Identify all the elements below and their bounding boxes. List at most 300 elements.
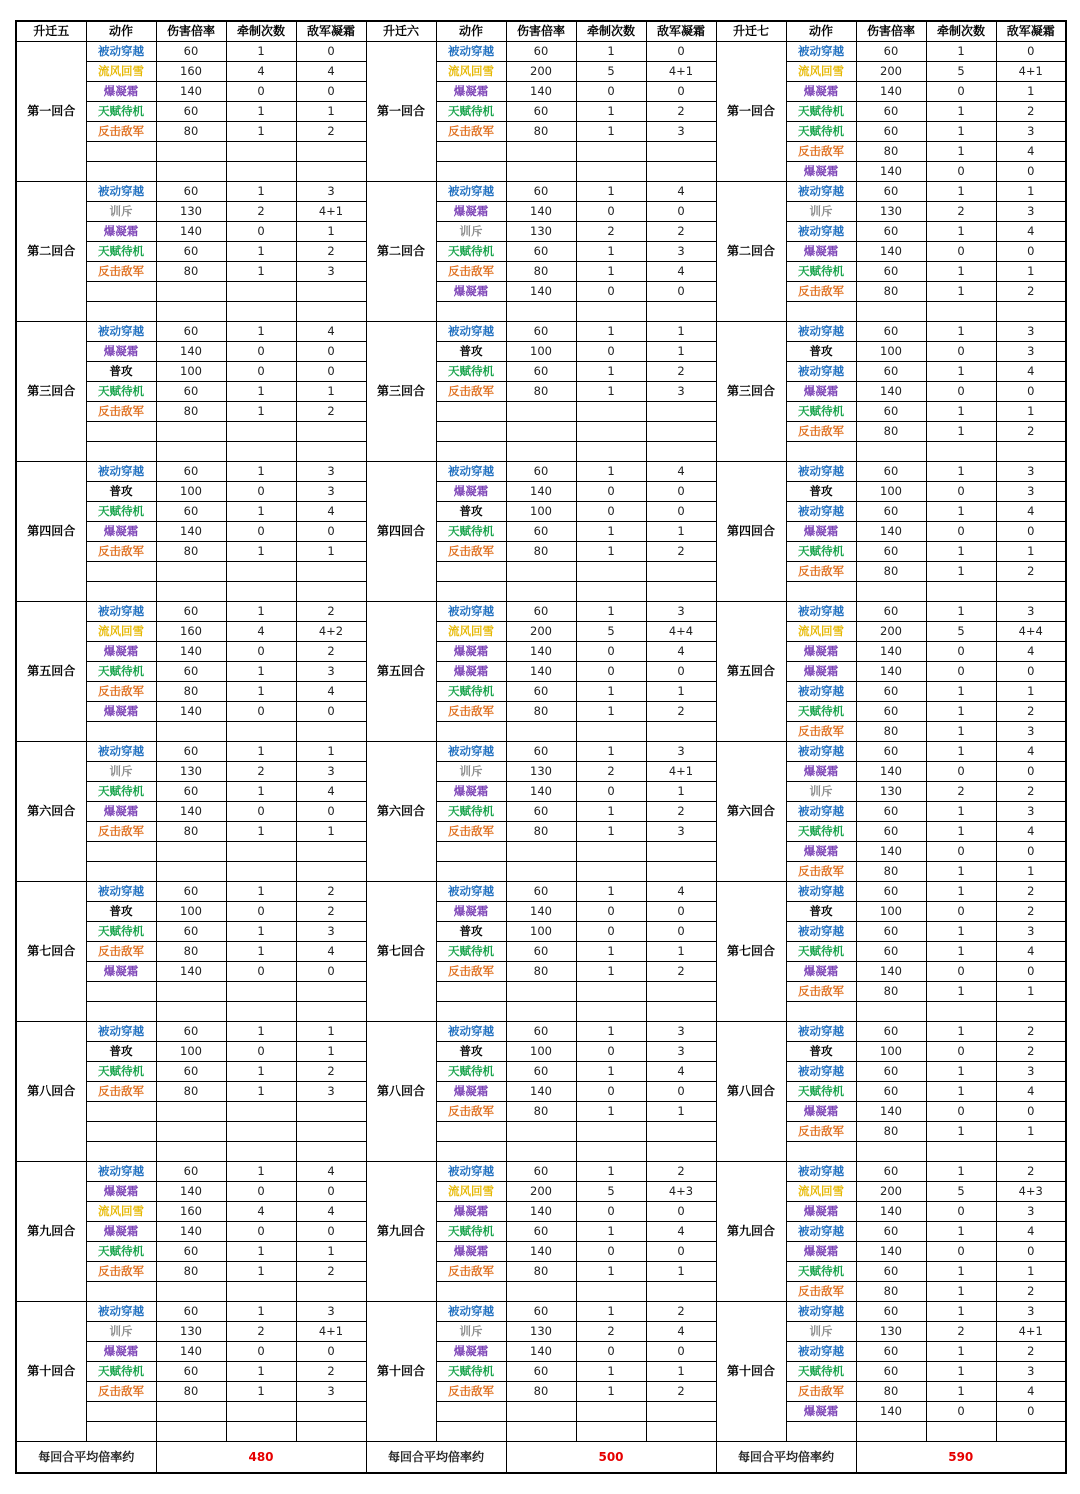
enemy-frost-cell: 0 <box>296 342 366 362</box>
damage-rate-cell: 140 <box>156 962 226 982</box>
enemy-frost-cell: 4 <box>646 1322 716 1342</box>
damage-rate-cell: 60 <box>506 102 576 122</box>
damage-rate-cell: 60 <box>856 402 926 422</box>
damage-rate-cell: 80 <box>156 942 226 962</box>
control-count-cell <box>226 1402 296 1422</box>
control-count-cell <box>226 282 296 302</box>
action-cell <box>86 982 156 1002</box>
enemy-frost-cell <box>296 1122 366 1142</box>
control-count-cell: 1 <box>926 402 996 422</box>
header-action: 动作 <box>86 21 156 42</box>
table-row <box>16 82 1066 102</box>
damage-rate-cell <box>506 562 576 582</box>
damage-rate-cell: 130 <box>856 1322 926 1342</box>
table-row <box>16 962 1066 982</box>
round-label: 第四回合 <box>366 462 436 602</box>
table-row <box>16 322 1066 342</box>
enemy-frost-cell: 4 <box>296 942 366 962</box>
control-count-cell: 1 <box>926 702 996 722</box>
enemy-frost-cell: 4+1 <box>646 762 716 782</box>
table-row <box>16 1242 1066 1262</box>
header-damage-rate: 伤害倍率 <box>506 21 576 42</box>
action-cell <box>86 142 156 162</box>
enemy-frost-cell: 1 <box>996 82 1066 102</box>
damage-rate-cell <box>856 1422 926 1442</box>
control-count-cell: 1 <box>576 1062 646 1082</box>
control-count-cell: 1 <box>926 882 996 902</box>
table-row <box>16 642 1066 662</box>
enemy-frost-cell: 2 <box>296 642 366 662</box>
enemy-frost-cell: 1 <box>996 542 1066 562</box>
enemy-frost-cell: 2 <box>996 882 1066 902</box>
damage-rate-cell: 200 <box>506 62 576 82</box>
damage-rate-cell: 140 <box>156 1342 226 1362</box>
enemy-frost-cell: 1 <box>296 222 366 242</box>
damage-rate-cell: 60 <box>856 182 926 202</box>
control-count-cell: 1 <box>226 262 296 282</box>
damage-rate-cell <box>156 282 226 302</box>
damage-rate-cell: 60 <box>856 542 926 562</box>
control-count-cell <box>576 582 646 602</box>
damage-rate-cell: 80 <box>156 542 226 562</box>
enemy-frost-cell: 0 <box>996 962 1066 982</box>
enemy-frost-cell: 1 <box>296 1042 366 1062</box>
damage-rate-cell <box>156 142 226 162</box>
enemy-frost-cell: 0 <box>996 762 1066 782</box>
action-cell: 反击敌军 <box>786 1122 856 1142</box>
action-cell: 反击敌军 <box>86 402 156 422</box>
damage-rate-cell <box>506 862 576 882</box>
action-cell: 反击敌军 <box>786 422 856 442</box>
enemy-frost-cell: 2 <box>646 962 716 982</box>
enemy-frost-cell: 1 <box>996 682 1066 702</box>
action-cell: 天赋待机 <box>436 1062 506 1082</box>
action-cell: 爆凝霜 <box>436 1242 506 1262</box>
control-count-cell: 1 <box>226 942 296 962</box>
action-cell: 被动穿越 <box>86 602 156 622</box>
action-cell: 流风回雪 <box>436 62 506 82</box>
action-cell: 流风回雪 <box>436 1182 506 1202</box>
damage-rate-cell <box>506 842 576 862</box>
action-cell: 爆凝霜 <box>436 82 506 102</box>
enemy-frost-cell <box>646 862 716 882</box>
action-cell: 天赋待机 <box>86 382 156 402</box>
control-count-cell: 1 <box>926 1062 996 1082</box>
header-row <box>16 21 1066 42</box>
damage-rate-cell: 60 <box>856 742 926 762</box>
damage-rate-cell: 80 <box>856 1382 926 1402</box>
control-count-cell: 0 <box>226 342 296 362</box>
control-count-cell <box>926 1422 996 1442</box>
action-cell: 被动穿越 <box>786 462 856 482</box>
average-label: 每回合平均倍率约 <box>16 1442 156 1474</box>
damage-rate-cell: 80 <box>506 122 576 142</box>
action-cell: 普攻 <box>86 1042 156 1062</box>
damage-rate-cell: 130 <box>156 202 226 222</box>
damage-rate-cell: 80 <box>156 822 226 842</box>
round-label: 第五回合 <box>366 602 436 742</box>
action-cell: 被动穿越 <box>436 462 506 482</box>
enemy-frost-cell: 1 <box>996 1262 1066 1282</box>
enemy-frost-cell: 3 <box>296 182 366 202</box>
damage-rate-cell: 140 <box>856 662 926 682</box>
damage-rate-cell <box>506 442 576 462</box>
control-count-cell: 1 <box>226 322 296 342</box>
control-count-cell: 1 <box>576 702 646 722</box>
damage-rate-cell: 60 <box>506 322 576 342</box>
control-count-cell <box>576 862 646 882</box>
damage-rate-cell: 140 <box>506 1202 576 1222</box>
action-cell: 爆凝霜 <box>86 962 156 982</box>
damage-rate-cell: 100 <box>856 1042 926 1062</box>
round-label: 第七回合 <box>16 882 86 1022</box>
action-cell: 被动穿越 <box>86 1302 156 1322</box>
control-count-cell: 0 <box>576 1242 646 1262</box>
action-cell: 被动穿越 <box>786 362 856 382</box>
damage-rate-cell: 80 <box>506 1382 576 1402</box>
enemy-frost-cell: 0 <box>996 842 1066 862</box>
damage-rate-cell: 140 <box>856 1402 926 1422</box>
control-count-cell: 0 <box>576 502 646 522</box>
damage-rate-cell: 140 <box>506 202 576 222</box>
damage-rate-cell: 100 <box>856 482 926 502</box>
enemy-frost-cell <box>296 582 366 602</box>
action-cell: 爆凝霜 <box>786 1242 856 1262</box>
control-count-cell <box>226 982 296 1002</box>
enemy-frost-cell: 3 <box>996 1202 1066 1222</box>
enemy-frost-cell: 2 <box>296 1262 366 1282</box>
enemy-frost-cell: 1 <box>996 1122 1066 1142</box>
round-label: 第六回合 <box>366 742 436 882</box>
average-label: 每回合平均倍率约 <box>366 1442 506 1474</box>
round-label: 第六回合 <box>16 742 86 882</box>
enemy-frost-cell: 3 <box>646 742 716 762</box>
control-count-cell: 0 <box>926 242 996 262</box>
damage-rate-cell <box>506 302 576 322</box>
damage-rate-cell <box>156 722 226 742</box>
damage-rate-cell <box>856 442 926 462</box>
action-cell: 爆凝霜 <box>86 1182 156 1202</box>
enemy-frost-cell: 2 <box>996 1162 1066 1182</box>
control-count-cell: 1 <box>226 382 296 402</box>
action-cell: 反击敌军 <box>786 862 856 882</box>
control-count-cell: 0 <box>226 1342 296 1362</box>
action-cell <box>86 562 156 582</box>
action-cell: 爆凝霜 <box>786 762 856 782</box>
control-count-cell: 1 <box>576 522 646 542</box>
action-cell: 普攻 <box>786 342 856 362</box>
action-cell: 天赋待机 <box>786 1362 856 1382</box>
action-cell: 被动穿越 <box>786 602 856 622</box>
control-count-cell <box>226 862 296 882</box>
action-cell: 爆凝霜 <box>436 1202 506 1222</box>
control-count-cell: 0 <box>926 962 996 982</box>
damage-rate-cell <box>506 982 576 1002</box>
action-cell: 爆凝霜 <box>86 222 156 242</box>
action-cell: 爆凝霜 <box>786 1102 856 1122</box>
action-cell: 反击敌军 <box>436 262 506 282</box>
damage-rate-cell: 60 <box>156 42 226 62</box>
control-count-cell: 1 <box>226 1242 296 1262</box>
enemy-frost-cell: 1 <box>296 742 366 762</box>
action-cell <box>86 1122 156 1142</box>
action-cell: 训斥 <box>86 762 156 782</box>
control-count-cell: 0 <box>226 522 296 542</box>
action-cell <box>436 1122 506 1142</box>
action-cell: 普攻 <box>436 922 506 942</box>
round-label: 第一回合 <box>366 42 436 182</box>
enemy-frost-cell <box>296 422 366 442</box>
damage-rate-cell: 60 <box>506 882 576 902</box>
action-cell: 爆凝霜 <box>786 642 856 662</box>
enemy-frost-cell: 3 <box>646 382 716 402</box>
action-cell <box>786 302 856 322</box>
control-count-cell: 1 <box>576 1362 646 1382</box>
damage-rate-cell: 200 <box>856 62 926 82</box>
damage-rate-cell: 60 <box>156 742 226 762</box>
action-cell: 爆凝霜 <box>786 522 856 542</box>
damage-rate-cell <box>856 1142 926 1162</box>
enemy-frost-cell: 0 <box>296 42 366 62</box>
action-cell: 天赋待机 <box>786 942 856 962</box>
enemy-frost-cell: 4+4 <box>996 622 1066 642</box>
damage-rate-cell: 60 <box>856 1262 926 1282</box>
action-cell: 天赋待机 <box>786 1082 856 1102</box>
action-cell: 被动穿越 <box>786 222 856 242</box>
enemy-frost-cell <box>646 582 716 602</box>
enemy-frost-cell: 0 <box>646 82 716 102</box>
control-count-cell: 1 <box>926 222 996 242</box>
control-count-cell: 1 <box>226 922 296 942</box>
damage-rate-cell: 80 <box>856 142 926 162</box>
enemy-frost-cell: 3 <box>996 802 1066 822</box>
damage-rate-cell: 60 <box>856 462 926 482</box>
damage-rate-cell: 60 <box>156 922 226 942</box>
enemy-frost-cell <box>296 862 366 882</box>
damage-rate-cell: 140 <box>856 522 926 542</box>
control-count-cell: 0 <box>226 902 296 922</box>
action-cell: 爆凝霜 <box>86 1342 156 1362</box>
action-cell: 天赋待机 <box>786 1262 856 1282</box>
control-count-cell: 1 <box>926 982 996 1002</box>
action-cell: 反击敌军 <box>786 562 856 582</box>
damage-rate-cell: 140 <box>506 1242 576 1262</box>
table-row <box>16 882 1066 902</box>
table-row <box>16 1402 1066 1422</box>
damage-rate-cell: 60 <box>156 662 226 682</box>
damage-rate-cell: 140 <box>506 82 576 102</box>
damage-rate-cell: 60 <box>156 1302 226 1322</box>
enemy-frost-cell: 4 <box>996 1382 1066 1402</box>
enemy-frost-cell: 0 <box>296 1342 366 1362</box>
damage-rate-cell <box>506 1002 576 1022</box>
enemy-frost-cell: 3 <box>296 1302 366 1322</box>
damage-rate-cell: 60 <box>156 782 226 802</box>
action-cell: 训斥 <box>86 202 156 222</box>
table-row <box>16 682 1066 702</box>
enemy-frost-cell <box>646 842 716 862</box>
action-cell: 爆凝霜 <box>86 642 156 662</box>
action-cell: 反击敌军 <box>86 262 156 282</box>
action-cell: 爆凝霜 <box>786 162 856 182</box>
damage-rate-cell <box>506 162 576 182</box>
control-count-cell: 0 <box>926 1202 996 1222</box>
control-count-cell: 0 <box>926 1242 996 1262</box>
table-row <box>16 662 1066 682</box>
damage-rate-cell <box>506 1282 576 1302</box>
control-count-cell <box>576 422 646 442</box>
control-count-cell: 1 <box>926 942 996 962</box>
round-label: 第九回合 <box>716 1162 786 1302</box>
table-row <box>16 1062 1066 1082</box>
action-cell: 反击敌军 <box>86 542 156 562</box>
enemy-frost-cell: 4+2 <box>296 622 366 642</box>
enemy-frost-cell: 2 <box>296 402 366 422</box>
damage-rate-cell <box>856 302 926 322</box>
enemy-frost-cell: 4+1 <box>296 1322 366 1342</box>
damage-rate-cell: 140 <box>506 1082 576 1102</box>
control-count-cell: 1 <box>926 1342 996 1362</box>
damage-rate-cell: 100 <box>156 1042 226 1062</box>
control-count-cell: 1 <box>226 1082 296 1102</box>
control-count-cell <box>226 1122 296 1142</box>
enemy-frost-cell: 0 <box>646 1342 716 1362</box>
control-count-cell <box>576 1402 646 1422</box>
action-cell: 流风回雪 <box>86 622 156 642</box>
table-row <box>16 602 1066 622</box>
control-count-cell: 0 <box>926 162 996 182</box>
control-count-cell: 0 <box>226 82 296 102</box>
action-cell <box>436 582 506 602</box>
table-row <box>16 562 1066 582</box>
control-count-cell: 1 <box>576 962 646 982</box>
table-row <box>16 242 1066 262</box>
control-count-cell: 1 <box>576 322 646 342</box>
damage-rate-cell: 140 <box>856 1242 926 1262</box>
table-row <box>16 1322 1066 1342</box>
damage-rate-cell <box>856 582 926 602</box>
enemy-frost-cell: 2 <box>646 1162 716 1182</box>
enemy-frost-cell: 3 <box>996 462 1066 482</box>
enemy-frost-cell <box>296 982 366 1002</box>
control-count-cell: 0 <box>926 342 996 362</box>
table-row <box>16 1182 1066 1202</box>
round-label: 第十回合 <box>366 1302 436 1442</box>
action-cell <box>86 442 156 462</box>
header-enemy-frost: 敌军凝霜 <box>646 21 716 42</box>
damage-rate-cell: 60 <box>156 1162 226 1182</box>
round-label: 第三回合 <box>366 322 436 462</box>
action-cell: 反击敌军 <box>436 1262 506 1282</box>
action-cell: 爆凝霜 <box>86 802 156 822</box>
action-cell: 爆凝霜 <box>86 342 156 362</box>
table-row <box>16 482 1066 502</box>
enemy-frost-cell: 0 <box>646 502 716 522</box>
damage-rate-cell: 140 <box>856 242 926 262</box>
action-cell: 反击敌军 <box>786 1382 856 1402</box>
action-cell: 爆凝霜 <box>436 1342 506 1362</box>
control-count-cell: 1 <box>226 122 296 142</box>
action-cell <box>436 302 506 322</box>
action-cell <box>436 722 506 742</box>
control-count-cell: 1 <box>576 242 646 262</box>
control-count-cell <box>576 562 646 582</box>
action-cell: 天赋待机 <box>86 922 156 942</box>
enemy-frost-cell: 4 <box>996 502 1066 522</box>
round-label: 第二回合 <box>366 182 436 322</box>
damage-rate-cell: 140 <box>156 1182 226 1202</box>
damage-rate-cell: 60 <box>156 602 226 622</box>
damage-rate-cell <box>156 1422 226 1442</box>
damage-rate-cell <box>156 1102 226 1122</box>
action-cell: 被动穿越 <box>86 182 156 202</box>
control-count-cell: 1 <box>576 882 646 902</box>
action-cell <box>86 1002 156 1022</box>
control-count-cell: 1 <box>576 1162 646 1182</box>
damage-rate-cell: 80 <box>156 1082 226 1102</box>
enemy-frost-cell: 0 <box>996 522 1066 542</box>
enemy-frost-cell: 4 <box>646 182 716 202</box>
action-cell: 反击敌军 <box>786 982 856 1002</box>
enemy-frost-cell <box>296 162 366 182</box>
control-count-cell: 1 <box>926 122 996 142</box>
damage-rate-cell: 130 <box>156 762 226 782</box>
damage-rate-cell: 80 <box>506 822 576 842</box>
damage-rate-cell: 140 <box>156 522 226 542</box>
damage-rate-cell: 80 <box>506 542 576 562</box>
action-cell: 被动穿越 <box>786 1302 856 1322</box>
enemy-frost-cell: 0 <box>296 962 366 982</box>
enemy-frost-cell <box>996 1002 1066 1022</box>
table-row <box>16 742 1066 762</box>
enemy-frost-cell: 3 <box>996 1062 1066 1082</box>
action-cell: 天赋待机 <box>786 702 856 722</box>
action-cell: 爆凝霜 <box>786 1202 856 1222</box>
control-count-cell: 1 <box>926 322 996 342</box>
enemy-frost-cell: 4 <box>296 502 366 522</box>
round-label: 第九回合 <box>16 1162 86 1302</box>
action-cell: 爆凝霜 <box>786 1402 856 1422</box>
control-count-cell <box>576 842 646 862</box>
table-row <box>16 1002 1066 1022</box>
damage-rate-cell <box>506 402 576 422</box>
damage-rate-cell: 60 <box>506 942 576 962</box>
control-count-cell: 1 <box>576 602 646 622</box>
enemy-frost-cell: 2 <box>646 222 716 242</box>
control-count-cell <box>226 1422 296 1442</box>
control-count-cell: 1 <box>226 1262 296 1282</box>
action-cell: 爆凝霜 <box>436 482 506 502</box>
action-cell: 反击敌军 <box>786 282 856 302</box>
enemy-frost-cell: 4 <box>646 642 716 662</box>
enemy-frost-cell: 2 <box>296 242 366 262</box>
enemy-frost-cell <box>996 302 1066 322</box>
enemy-frost-cell: 2 <box>996 702 1066 722</box>
control-count-cell: 0 <box>576 282 646 302</box>
damage-rate-cell: 200 <box>506 1182 576 1202</box>
control-count-cell: 5 <box>576 62 646 82</box>
enemy-frost-cell: 3 <box>646 822 716 842</box>
enemy-frost-cell <box>646 162 716 182</box>
damage-rate-cell: 80 <box>156 1382 226 1402</box>
enemy-frost-cell: 4 <box>646 462 716 482</box>
damage-rate-cell: 60 <box>856 1022 926 1042</box>
control-count-cell: 1 <box>576 382 646 402</box>
action-cell: 流风回雪 <box>786 622 856 642</box>
action-cell <box>86 162 156 182</box>
action-cell: 反击敌军 <box>436 122 506 142</box>
damage-rate-cell: 140 <box>156 222 226 242</box>
